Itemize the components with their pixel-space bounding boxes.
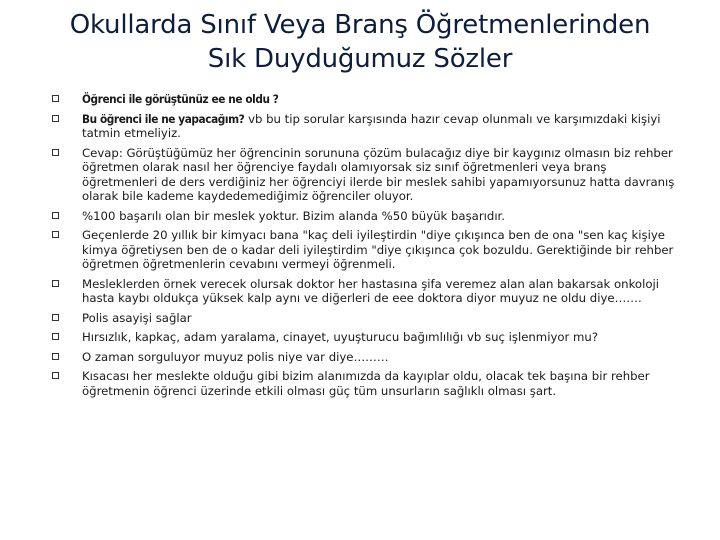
bullet-text: Kısacası her meslekte olduğu gibi bizim alanımızda da kayıplar oldu, olacak tek başına bir rehber öğretmenin öğrenci üzerinde etkili olması güç tüm unsurların sağlıklı olması şart.	[82, 369, 650, 398]
hollow-square-icon	[52, 231, 59, 238]
list-item	[52, 350, 677, 365]
bullet-list	[52, 92, 677, 403]
hollow-square-icon	[52, 95, 59, 102]
bullet-text: Polis asayişi sağlar	[82, 310, 192, 325]
list-item	[52, 92, 677, 107]
bullet-bold-text: Bu öğrenci ile ne yapacağım?	[82, 111, 245, 126]
bullet-text: Geçenlerde 20 yıllık bir kimyacı bana "kaç deli iyileştirdin "diye çıkışınca ben de ona "sen kaç kişiye kimya öğretiysen ben de o kadar deli iyileştirdim "diye çıkışınca çok bozuldu. Gerektiğinde bir rehber öğretmen öğretmenlerin cevabını vermeyi öğrenmeli.	[82, 228, 674, 271]
bullet-text: Mesleklerden örnek verecek olursak doktor her hastasına şifa veremez alan alan bakarsak onkoloji hasta kaybı oldukça yüksek kalp aynı ve diğerleri de eee doktora diyor muyuz ne oldu diye…….	[82, 276, 659, 305]
list-item	[52, 209, 677, 224]
list-item	[52, 311, 677, 326]
list-item	[52, 330, 677, 345]
hollow-square-icon	[52, 372, 59, 379]
bullet-text: O zaman sorguluyor muyuz polis niye var diye………	[82, 349, 389, 364]
bullet-text: %100 başarılı olan bir meslek yoktur. Bizim alanda %50 büyük başarıdır.	[82, 208, 506, 223]
list-item	[52, 112, 677, 141]
slide-title	[40, 8, 680, 76]
bullet-text: Hırsızlık, kapkaç, adam yaralama, cinayet, uyuşturucu bağımlılığı vb suç işlenmiyor mu?	[82, 330, 599, 344]
hollow-square-icon	[52, 333, 59, 340]
list-item	[52, 146, 677, 204]
bullet-bold-text: Öğrenci ile görüştünüz ee ne oldu ?	[82, 92, 279, 106]
list-item	[52, 369, 677, 398]
list-item	[52, 277, 677, 306]
hollow-square-icon	[52, 115, 59, 122]
hollow-square-icon	[52, 280, 59, 287]
list-item	[52, 228, 677, 272]
hollow-square-icon	[52, 353, 59, 360]
title-line-2: Sık Duyduğumuz Sözler	[207, 44, 513, 74]
bullet-text: Cevap: Görüştüğümüz her öğrencinin sorununa çözüm bulacağız diye bir kaygınız olmasın biz rehber öğretmen olarak nasıl her öğrenciye faydalı olamıyorsak siz sınıf öğretmenleri veya branş öğretmenleri de ders verdiğiniz her öğrenciyi ilerde bir meslek sahibi yapamıyorsunuz hatta davranış olarak bile kademe kaydedemediğimiz öğrenciler oluyor.	[82, 145, 675, 203]
hollow-square-icon	[52, 314, 59, 321]
hollow-square-icon	[52, 149, 59, 156]
bullet-text: vb bu tip sorular karşısında hazır cevap olunmalı ve karşımızdaki kişiyi tatmin etmeliyiz.	[82, 111, 661, 140]
title-line-1: Okullarda Sınıf Veya Branş Öğretmenlerinden	[69, 10, 651, 40]
hollow-square-icon	[52, 212, 59, 219]
